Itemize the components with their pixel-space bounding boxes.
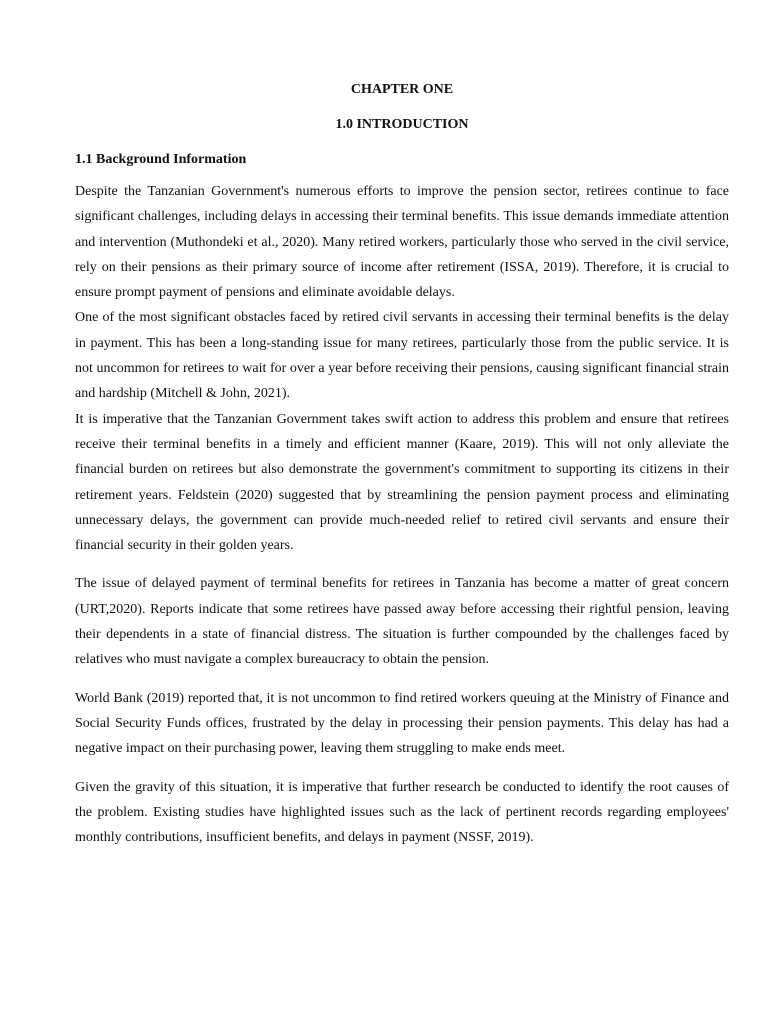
section-heading: 1.0 INTRODUCTION — [335, 117, 469, 132]
paragraph-3: It is imperative that the Tanzanian Government takes swift action to address this problem and ensure that retirees receive their terminal benefits in a timely and efficient manner (Kaare, 2019). This will not only alleviate the financial burden on retirees but also demonstrate the government's commitment to supporting its citizens in their retirement years. Feldstein (2020) suggested that by streamlining the pension payment process and eliminating unnecessary delays, the government can provide much-needed relief to retired civil servants and ensure their financial security in their golden years. — [75, 411, 729, 554]
paragraph-1: Despite the Tanzanian Government's numerous efforts to improve the pension sector, retirees continue to face significant challenges, including delays in accessing their terminal benefits. This issue demands immediate attention and intervention (Muthondeki et al., 2020). Many retired workers, particularly those who served in the civil service, rely on their pensions as their primary source of income after retirement (ISSA, 2019). Therefore, it is crucial to ensure prompt payment of pensions and eliminate avoidable delays. — [75, 184, 729, 301]
paragraph-4: The issue of delayed payment of terminal benefits for retirees in Tanzania has become a matter of great concern (URT,2020). Reports indicate that some retirees have passed away before accessing their rightful pension, leaving their dependents in a state of financial distress. The situation is further compounded by the challenges faced by relatives who must navigate a complex bureaucracy to obtain the pension. — [75, 576, 729, 668]
document-body — [75, 80, 729, 850]
paragraph-6: Given the gravity of this situation, it is imperative that further research be conducted to identify the root causes of the problem. Existing studies have highlighted issues such as the lack of pertinent records regarding employees' monthly contributions, insufficient benefits, and delays in payment (NSSF, 2019). — [75, 779, 729, 846]
paragraph-2: One of the most significant obstacles faced by retired civil servants in accessing their terminal benefits is the delay in payment. This has been a long-standing issue for many retirees, particularly those from the public service. It is not uncommon for retirees to wait for over a year before receiving their pensions, causing significant financial strain and hardship (Mitchell & John, 2021). — [75, 310, 729, 402]
paragraph-5: World Bank (2019) reported that, it is not uncommon to find retired workers queuing at the Ministry of Finance and Social Security Funds offices, frustrated by the delay in processing their pension payments. This delay has had a negative impact on their purchasing power, leaving them struggling to make ends meet. — [75, 690, 729, 757]
subsection-heading: 1.1 Background Information — [75, 152, 247, 167]
chapter-heading: CHAPTER ONE — [350, 82, 454, 97]
